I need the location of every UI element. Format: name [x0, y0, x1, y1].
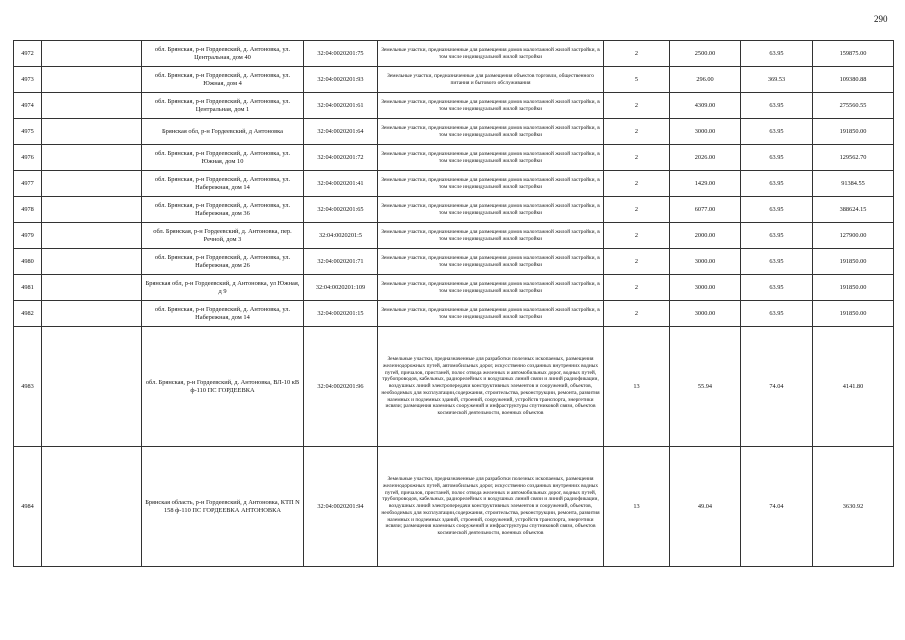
cadastral-number-cell: 32:04:0020201:94: [304, 447, 378, 567]
area-cell: 3000.00: [670, 249, 741, 275]
row-number-cell: 4983: [14, 327, 42, 447]
cadastral-value-cell: 275560.55: [813, 93, 894, 119]
land-use-cell: Земельные участки, предназначенные для размещения домов малоэтажной жилой застройки, в том числе индивидуальной жилой застройки: [378, 275, 604, 301]
row-number-cell: 4984: [14, 447, 42, 567]
row-number-cell: 4978: [14, 197, 42, 223]
group-number-cell: 13: [604, 327, 670, 447]
area-cell: 4309.00: [670, 93, 741, 119]
cadastral-number-cell: 32:04:0020201:15: [304, 301, 378, 327]
row-number-cell: 4973: [14, 67, 42, 93]
land-use-cell: Земельные участки, предназначенные для размещения домов малоэтажной жилой застройки, в том числе индивидуальной жилой застройки: [378, 119, 604, 145]
row-number-cell: 4974: [14, 93, 42, 119]
blank-cell: [42, 171, 142, 197]
area-cell: 3000.00: [670, 301, 741, 327]
blank-cell: [42, 301, 142, 327]
cadastral-number-cell: 32:04:0020201:5: [304, 223, 378, 249]
land-use-cell: Земельные участки, предназначенные для разработки полезных ископаемых, размещения железнодорожных путей, автомобильных дорог, искусственно созданных внутренних водных путей, причалов, пристаней, полос отвода железных и автомобильных дорог, водных путей, трубопроводов, кабельных, радиорелейных и воздушных линий связи и линий радиофикации, воздушных линий электропередачи конструктивных элементов и сооружений, объектов, необходимых для эксплуатации,содержания, строительства, реконструкции, ремонта, развития наземных и подземных зданий, строений, сооружений, устройств транспорта, энергетики исвязи; размещения наземных сооружений и инфраструктуры спутниковой связи, объектов космической деятельности, военных объектов: [378, 327, 604, 447]
address-cell: обл. Брянская, р-н Гордеевский, д. Антоновка, ул. Центральная, дом 1: [142, 93, 304, 119]
area-cell: 2500.00: [670, 41, 741, 67]
row-number-cell: 4982: [14, 301, 42, 327]
blank-cell: [42, 327, 142, 447]
group-number-cell: 2: [604, 197, 670, 223]
area-cell: 2000.00: [670, 223, 741, 249]
table-row: [14, 223, 894, 249]
cadastral-number-cell: 32:04:0020201:96: [304, 327, 378, 447]
cadastral-value-cell: 91384.55: [813, 171, 894, 197]
blank-cell: [42, 447, 142, 567]
cadastral-number-cell: 32:04:0020201:75: [304, 41, 378, 67]
blank-cell: [42, 41, 142, 67]
table-row: [14, 171, 894, 197]
cadastral-number-cell: 32:04:0020201:71: [304, 249, 378, 275]
cadastral-value-cell: 159875.00: [813, 41, 894, 67]
area-cell: 6077.00: [670, 197, 741, 223]
table-row: [14, 327, 894, 447]
table-body: [14, 41, 894, 567]
rate-cell: 63.95: [741, 197, 813, 223]
land-use-cell: Земельные участки, предназначенные для размещения объектов торговли, общественного питания и бытового обслуживания: [378, 67, 604, 93]
group-number-cell: 2: [604, 275, 670, 301]
address-cell: Брянская обл, р-н Гордеевский, д Антоновка: [142, 119, 304, 145]
blank-cell: [42, 223, 142, 249]
group-number-cell: 5: [604, 67, 670, 93]
cadastral-number-cell: 32:04:0020201:65: [304, 197, 378, 223]
row-number-cell: 4975: [14, 119, 42, 145]
group-number-cell: 2: [604, 41, 670, 67]
cadastral-number-cell: 32:04:0020201:72: [304, 145, 378, 171]
land-use-cell: Земельные участки, предназначенные для разработки полезных ископаемых, размещения железнодорожных путей, автомобильных дорог, искусственно созданных внутренних водных путей, причалов, пристаней, полос отвода железных и автомобильных дорог, водных путей, трубопроводов, кабельных, радиорелейных и воздушных линий связи и линий радиофикации, воздушных линий электропередачи конструктивных элементов и сооружений, объектов, необходимых для эксплуатации,содержания, строительства, реконструкции, ремонта, развития наземных и подземных зданий, строений, сооружений, устройств транспорта, энергетики исвязи; размещения наземных сооружений и инфраструктуры спутниковой связи, объектов космической деятельности, военных объектов: [378, 447, 604, 567]
group-number-cell: 13: [604, 447, 670, 567]
land-use-cell: Земельные участки, предназначенные для размещения домов малоэтажной жилой застройки, в том числе индивидуальной жилой застройки: [378, 171, 604, 197]
land-use-cell: Земельные участки, предназначенные для размещения домов малоэтажной жилой застройки, в том числе индивидуальной жилой застройки: [378, 223, 604, 249]
cadastral-value-cell: 191850.00: [813, 249, 894, 275]
blank-cell: [42, 197, 142, 223]
row-number-cell: 4977: [14, 171, 42, 197]
rate-cell: 63.95: [741, 171, 813, 197]
area-cell: 3000.00: [670, 119, 741, 145]
rate-cell: 63.95: [741, 223, 813, 249]
area-cell: 49.04: [670, 447, 741, 567]
address-cell: Брянская обл, р-н Гордеевский, д Антоновка, ул Южная, д 9: [142, 275, 304, 301]
address-cell: обл. Брянская, р-н Гордеевский, д. Антоновка, ул. Центральная, дом 40: [142, 41, 304, 67]
rate-cell: 63.95: [741, 119, 813, 145]
cadastral-number-cell: 32:04:0020201:61: [304, 93, 378, 119]
area-cell: 55.94: [670, 327, 741, 447]
cadastral-table: [13, 40, 894, 567]
table-row: [14, 145, 894, 171]
table-row: [14, 447, 894, 567]
table-row: [14, 41, 894, 67]
row-number-cell: 4981: [14, 275, 42, 301]
table-row: [14, 93, 894, 119]
rate-cell: 63.95: [741, 93, 813, 119]
table-row: [14, 119, 894, 145]
table-row: [14, 197, 894, 223]
address-cell: обл. Брянская, р-н Гордеевский, д. Антоновка, ул. Набережная, дом 36: [142, 197, 304, 223]
address-cell: обл. Брянская, р-н Гордеевский, д. Антоновка, ул. Южная, дом 10: [142, 145, 304, 171]
cadastral-value-cell: 388624.15: [813, 197, 894, 223]
address-cell: обл. Брянская, р-н Гордеевский, д. Антоновка, ул. Набережная, дом 14: [142, 171, 304, 197]
area-cell: 3000.00: [670, 275, 741, 301]
rate-cell: 63.95: [741, 275, 813, 301]
blank-cell: [42, 67, 142, 93]
rate-cell: 63.95: [741, 301, 813, 327]
group-number-cell: 2: [604, 223, 670, 249]
land-use-cell: Земельные участки, предназначенные для размещения домов малоэтажной жилой застройки, в том числе индивидуальной жилой застройки: [378, 41, 604, 67]
land-use-cell: Земельные участки, предназначенные для размещения домов малоэтажной жилой застройки, в том числе индивидуальной жилой застройки: [378, 145, 604, 171]
cadastral-value-cell: 191850.00: [813, 301, 894, 327]
blank-cell: [42, 93, 142, 119]
group-number-cell: 2: [604, 171, 670, 197]
row-number-cell: 4979: [14, 223, 42, 249]
table-row: [14, 301, 894, 327]
cadastral-value-cell: 4141.80: [813, 327, 894, 447]
table-row: [14, 275, 894, 301]
row-number-cell: 4976: [14, 145, 42, 171]
group-number-cell: 2: [604, 249, 670, 275]
land-use-cell: Земельные участки, предназначенные для размещения домов малоэтажной жилой застройки, в том числе индивидуальной жилой застройки: [378, 249, 604, 275]
blank-cell: [42, 145, 142, 171]
group-number-cell: 2: [604, 301, 670, 327]
blank-cell: [42, 249, 142, 275]
address-cell: обл. Брянская, р-н Гордеевский, д. Антоновка, ВЛ-10 кВ ф-110 ПС ГОРДЕЕВКА: [142, 327, 304, 447]
cadastral-number-cell: 32:04:0020201:41: [304, 171, 378, 197]
row-number-cell: 4972: [14, 41, 42, 67]
address-cell: обл. Брянская, р-н Гордеевский, д. Антоновка, ул. Набережная, дом 14: [142, 301, 304, 327]
rate-cell: 63.95: [741, 249, 813, 275]
area-cell: 296.00: [670, 67, 741, 93]
rate-cell: 369.53: [741, 67, 813, 93]
area-cell: 1429.00: [670, 171, 741, 197]
cadastral-value-cell: 109380.88: [813, 67, 894, 93]
blank-cell: [42, 275, 142, 301]
cadastral-value-cell: 129562.70: [813, 145, 894, 171]
blank-cell: [42, 119, 142, 145]
rate-cell: 63.95: [741, 145, 813, 171]
page-number: 290: [874, 14, 888, 24]
cadastral-number-cell: 32:04:0020201:93: [304, 67, 378, 93]
row-number-cell: 4980: [14, 249, 42, 275]
rate-cell: 63.95: [741, 41, 813, 67]
address-cell: обл. Брянская, р-н Гордеевский, д. Антоновка, ул. Южная, дом 4: [142, 67, 304, 93]
land-use-cell: Земельные участки, предназначенные для размещения домов малоэтажной жилой застройки, в том числе индивидуальной жилой застройки: [378, 93, 604, 119]
address-cell: обл. Брянская, р-н Гордеевский, д. Антоновка, пер. Речной, дом 3: [142, 223, 304, 249]
rate-cell: 74.04: [741, 447, 813, 567]
table-row: [14, 67, 894, 93]
address-cell: Брянская область, р-н Гордеевский, д Антоновка, КТП N 158 ф-110 ПС ГОРДЕЕВКА АНТОНОВКА: [142, 447, 304, 567]
group-number-cell: 2: [604, 145, 670, 171]
cadastral-value-cell: 127900.00: [813, 223, 894, 249]
group-number-cell: 2: [604, 93, 670, 119]
cadastral-number-cell: 32:04:0020201:64: [304, 119, 378, 145]
address-cell: обл. Брянская, р-н Гордеевский, д. Антоновка, ул. Набережная, дом 26: [142, 249, 304, 275]
cadastral-value-cell: 191850.00: [813, 119, 894, 145]
group-number-cell: 2: [604, 119, 670, 145]
cadastral-value-cell: 3630.92: [813, 447, 894, 567]
area-cell: 2026.00: [670, 145, 741, 171]
cadastral-value-cell: 191850.00: [813, 275, 894, 301]
rate-cell: 74.04: [741, 327, 813, 447]
land-use-cell: Земельные участки, предназначенные для размещения домов малоэтажной жилой застройки, в том числе индивидуальной жилой застройки: [378, 301, 604, 327]
table-row: [14, 249, 894, 275]
cadastral-number-cell: 32:04:0020201:109: [304, 275, 378, 301]
land-use-cell: Земельные участки, предназначенные для размещения домов малоэтажной жилой застройки, в том числе индивидуальной жилой застройки: [378, 197, 604, 223]
